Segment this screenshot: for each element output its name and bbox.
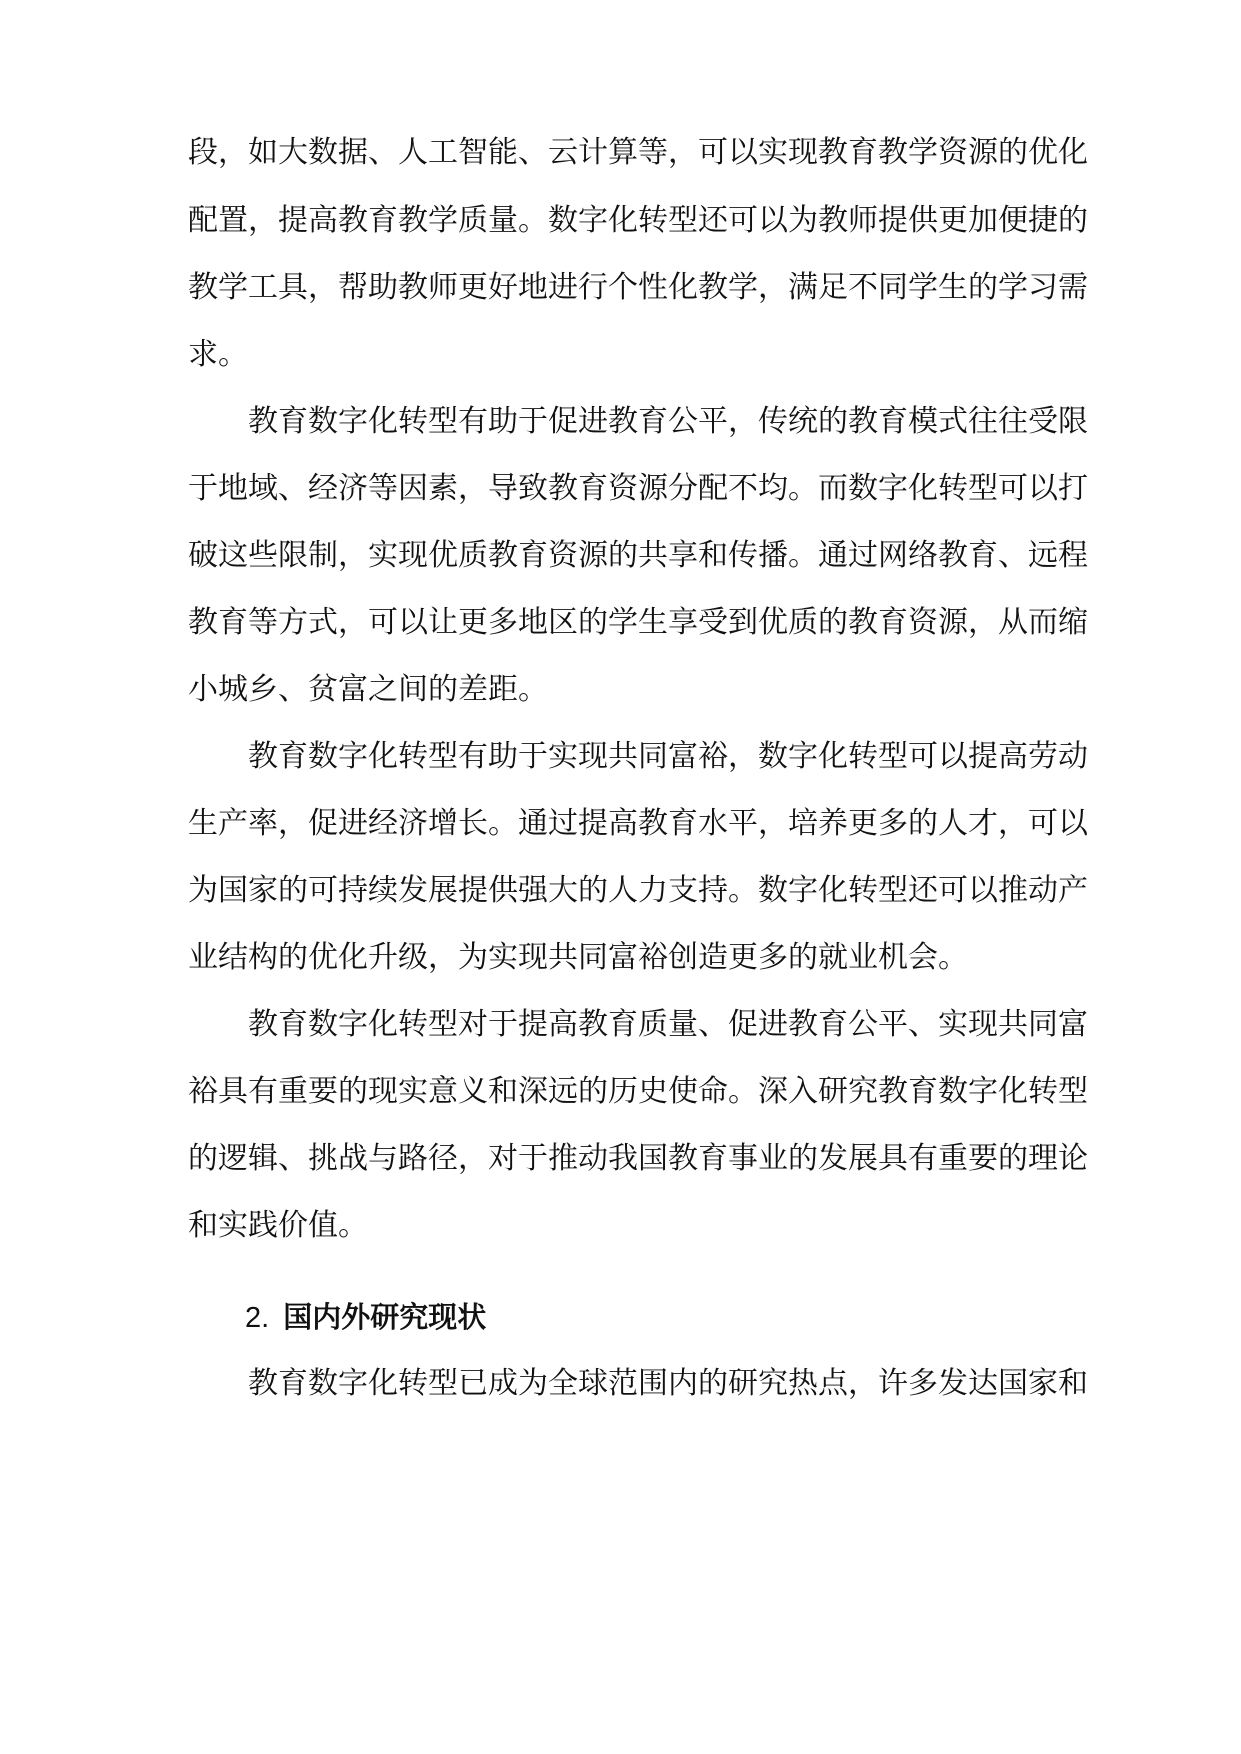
section-heading bbox=[245, 1297, 486, 1337]
text-line: 裕具有重要的现实意义和深远的历史使命。深入研究教育数字化转型 bbox=[188, 1074, 1088, 1109]
text-line: 教育等方式，可以让更多地区的学生享受到优质的教育资源，从而缩 bbox=[188, 605, 1088, 640]
text-line: 破这些限制，实现优质教育资源的共享和传播。通过网络教育、远程 bbox=[188, 538, 1088, 573]
text-line: 小城乡、贫富之间的差距。 bbox=[188, 672, 548, 707]
section-title: 国内外研究现状 bbox=[283, 1300, 487, 1334]
text-line: 教学工具，帮助教师更好地进行个性化教学，满足不同学生的学习需 bbox=[188, 270, 1088, 305]
section-number: 2. bbox=[245, 1302, 270, 1334]
text-line: 教育数字化转型有助于促进教育公平，传统的教育模式往往受限 bbox=[248, 404, 1088, 439]
text-line: 配置，提高教育教学质量。数字化转型还可以为教师提供更加便捷的 bbox=[188, 203, 1088, 238]
text-line: 段，如大数据、人工智能、云计算等，可以实现教育教学资源的优化 bbox=[188, 135, 1088, 170]
text-line: 教育数字化转型有助于实现共同富裕，数字化转型可以提高劳动 bbox=[248, 739, 1088, 774]
text-line: 业结构的优化升级，为实现共同富裕创造更多的就业机会。 bbox=[188, 940, 968, 975]
text-line: 教育数字化转型已成为全球范围内的研究热点，许多发达国家和 bbox=[248, 1366, 1088, 1401]
text-line: 求。 bbox=[188, 337, 248, 372]
text-line: 于地域、经济等因素，导致教育资源分配不均。而数字化转型可以打 bbox=[188, 471, 1088, 506]
text-line: 为国家的可持续发展提供强大的人力支持。数字化转型还可以推动产 bbox=[188, 873, 1088, 908]
text-line: 教育数字化转型对于提高教育质量、促进教育公平、实现共同富 bbox=[248, 1007, 1088, 1042]
text-line: 生产率，促进经济增长。通过提高教育水平，培养更多的人才，可以 bbox=[188, 806, 1088, 841]
text-line: 的逻辑、挑战与路径，对于推动我国教育事业的发展具有重要的理论 bbox=[188, 1141, 1088, 1176]
text-line: 和实践价值。 bbox=[188, 1208, 368, 1243]
